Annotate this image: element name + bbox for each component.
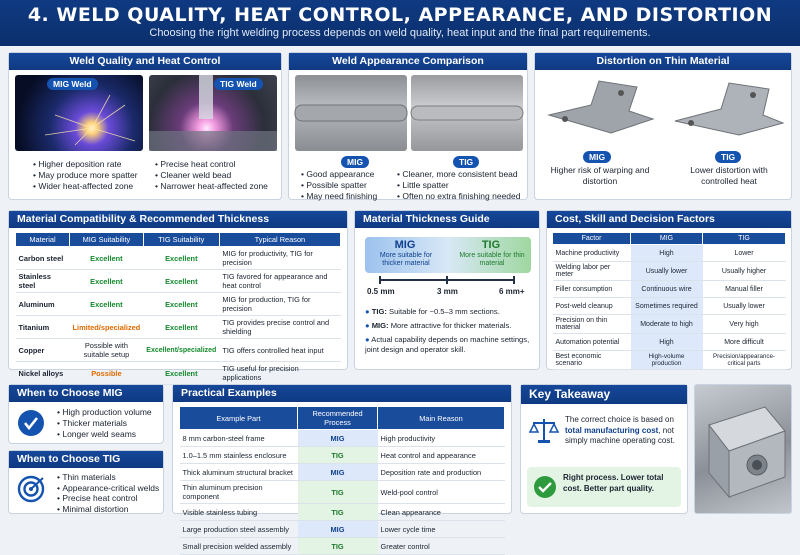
table-header-row: [180, 407, 505, 430]
table-row: [180, 464, 505, 481]
takeaway-text: [565, 415, 683, 447]
warped-bracket-graphic: [541, 75, 659, 145]
process-cell: TIG: [298, 447, 378, 464]
thickness-card: [354, 210, 540, 370]
process-cell: TIG: [298, 481, 378, 504]
list-item: • Often no extra finishing needed: [397, 191, 520, 202]
list-item: • Wider heat-affected zone: [33, 181, 138, 192]
weld-appearance-card: [288, 52, 528, 200]
mig-suitability-cell: Excellent: [70, 293, 144, 316]
material-cell: Aluminum: [16, 293, 70, 316]
mig-cell: High: [631, 245, 703, 262]
examples-title: Practical Examples: [173, 385, 511, 402]
general-note: ● Actual capability depends on machine settings, joint design and operator skill.: [365, 335, 530, 354]
mig-cell: High: [631, 334, 703, 351]
examples-table: [179, 406, 505, 555]
target-icon: [17, 475, 45, 503]
column-header: Factor: [553, 233, 631, 245]
choose-tig-card: [8, 450, 164, 514]
table-row: [16, 247, 341, 270]
factor-cell: Precision on thin material: [553, 315, 631, 334]
mig-cell: Continuous wire: [631, 281, 703, 298]
reason-cell: TIG useful for precision applications: [219, 362, 340, 385]
compatibility-title: Material Compatibility & Recommended Thickness: [9, 211, 347, 228]
list-item: • Thicker materials: [57, 418, 152, 429]
part-cell: Thin aluminum precision component: [180, 481, 298, 504]
takeaway-text-key: total manufacturing cost: [565, 425, 659, 435]
material-cell: Carbon steel: [16, 247, 70, 270]
list-item: • May produce more spatter: [33, 170, 138, 181]
page-header: [0, 0, 800, 46]
process-cell: TIG: [298, 538, 378, 555]
table-row: [16, 316, 341, 339]
column-header: Material: [16, 233, 70, 247]
list-item: • Good appearance: [301, 169, 377, 180]
material-cell: Stainless steel: [16, 270, 70, 293]
list-item: • Thin materials: [57, 472, 159, 483]
cost-title: Cost, Skill and Decision Factors: [547, 211, 791, 228]
reason-cell: TIG offers controlled heat input: [219, 339, 340, 362]
cost-table: [552, 232, 786, 370]
thickness-title: Material Thickness Guide: [355, 211, 539, 228]
material-cell: Nickel alloys: [16, 362, 70, 385]
distortion-card: [534, 52, 792, 200]
part-cell: Thick aluminum structural bracket: [180, 464, 298, 481]
mig-appearance-tag: MIG: [341, 156, 369, 168]
choose-tig-title: When to Choose TIG: [9, 451, 163, 468]
weld-quality-title: Weld Quality and Heat Control: [9, 53, 281, 70]
thickness-gradient-bar: [365, 237, 531, 273]
list-item: • Little spatter: [397, 180, 520, 191]
tig-cell: Usually higher: [703, 262, 786, 281]
reason-cell: Lower cycle time: [378, 521, 505, 538]
note-text: Suitable for ~0.5–3 mm sections.: [386, 307, 500, 316]
examples-card: [172, 384, 512, 551]
factor-cell: Welding labor per meter: [553, 262, 631, 281]
tig-cell: Manual filler: [703, 281, 786, 298]
tick-label: 3 mm: [437, 287, 458, 296]
mig-distortion-tag: MIG: [583, 151, 611, 163]
process-cell: TIG: [298, 504, 378, 521]
tig-range-sub: More suitable for thin material: [459, 252, 525, 267]
table-row: [16, 362, 341, 385]
note-text: Actual capability depends on machine settings, joint design and operator skill.: [365, 335, 530, 354]
table-row: [553, 334, 786, 351]
tig-quality-list: [155, 159, 268, 192]
list-item: • Longer weld seams: [57, 429, 152, 440]
choose-mig-list: [57, 407, 152, 440]
choose-mig-card: [8, 384, 164, 444]
factor-cell: Best economic scenario: [553, 351, 631, 370]
reason-cell: TIG provides precise control and shielding: [219, 316, 340, 339]
choose-mig-title: When to Choose MIG: [9, 385, 163, 402]
mig-range-label: MIG: [394, 239, 416, 251]
column-header: Recommended Process: [298, 407, 378, 430]
tig-weld-tag: TIG Weld: [214, 78, 263, 90]
check-circle-icon: [533, 475, 557, 499]
table-row: [16, 293, 341, 316]
takeaway-bottom-text: Right process. Lower total cost. Better part quality.: [563, 473, 664, 493]
table-header-row: [553, 233, 786, 245]
list-item: • May need finishing: [301, 191, 377, 202]
tick-mark: [379, 276, 381, 284]
bead-graphic: [295, 75, 407, 151]
takeaway-text-pre: The correct choice is based on: [565, 415, 674, 424]
reason-cell: TIG favored for appearance and heat control: [219, 270, 340, 293]
tig-distortion-tag: TIG: [715, 151, 741, 163]
stainless-enclosure-photo: [694, 384, 792, 514]
mig-cell: Sometimes required: [631, 298, 703, 315]
weld-appearance-title: Weld Appearance Comparison: [289, 53, 527, 70]
page-subtitle: Choosing the right welding process depends on weld quality, heat input and the final part requirements.: [149, 27, 651, 39]
takeaway-highlight: [527, 467, 681, 507]
list-item: • Appearance-critical welds: [57, 483, 159, 494]
column-header: TIG Suitability: [143, 233, 219, 247]
page-title: 4. WELD QUALITY, HEAT CONTROL, APPEARANCE, AND DISTORTION: [27, 4, 773, 26]
reason-cell: Greater control: [378, 538, 505, 555]
tick-label: 6 mm+: [499, 287, 525, 296]
compatibility-table: [15, 232, 341, 385]
tig-appearance-tag: TIG: [453, 156, 479, 168]
material-cell: Titanium: [16, 316, 70, 339]
thickness-notes: [365, 307, 535, 355]
table-row: [180, 521, 505, 538]
enclosure-graphic: [695, 385, 793, 515]
mig-appearance-list: [301, 169, 377, 202]
table-row: [16, 270, 341, 293]
mig-suitability-cell: Excellent: [70, 270, 144, 293]
tig-cell: Very high: [703, 315, 786, 334]
tig-suitability-cell: Excellent: [143, 270, 219, 293]
tig-suitability-cell: Excellent: [143, 316, 219, 339]
tig-cell: More difficult: [703, 334, 786, 351]
list-item: • Precise heat control: [155, 159, 268, 170]
mig-suitability-cell: Excellent: [70, 247, 144, 270]
list-item: • Precise heat control: [57, 493, 159, 504]
tig-suitability-cell: Excellent: [143, 293, 219, 316]
reason-cell: MIG for productivity, TIG for precision: [219, 247, 340, 270]
tick-mark: [446, 276, 448, 284]
mig-cell: Usually lower: [631, 262, 703, 281]
choose-tig-list: [57, 472, 159, 514]
reason-cell: Clean appearance: [378, 504, 505, 521]
reason-cell: MIG for production, TIG for precision: [219, 293, 340, 316]
tig-bead-photo: [411, 75, 523, 151]
checkmark-icon: [17, 409, 45, 437]
table-row: [553, 245, 786, 262]
table-row: [553, 298, 786, 315]
list-item: • Narrower heat-affected zone: [155, 181, 268, 192]
note-text: More attractive for thicker materials.: [388, 321, 512, 330]
bead-graphic: [411, 75, 523, 151]
note-key: TIG:: [371, 307, 387, 316]
flat-bracket-graphic: [669, 75, 787, 145]
mig-cell: High-volume production: [631, 351, 703, 370]
table-row: [553, 262, 786, 281]
tig-cell: Usually lower: [703, 298, 786, 315]
cost-card: [546, 210, 792, 370]
table-row: [180, 430, 505, 447]
distortion-title: Distortion on Thin Material: [535, 53, 791, 70]
tig-range-label: TIG: [481, 239, 501, 251]
list-item: • Cleaner weld bead: [155, 170, 268, 181]
mig-bead-photo: [295, 75, 407, 151]
tig-suitability-cell: Excellent: [143, 247, 219, 270]
column-header: Main Reason: [378, 407, 505, 430]
table-row: [16, 339, 341, 362]
weld-quality-card: [8, 52, 282, 200]
part-cell: Large production steel assembly: [180, 521, 298, 538]
balance-scale-icon: [529, 415, 559, 445]
reason-cell: Weld-pool control: [378, 481, 505, 504]
factor-cell: Automation potential: [553, 334, 631, 351]
table-header-row: [16, 233, 341, 247]
process-cell: MIG: [298, 521, 378, 538]
mig-cell: Moderate to high: [631, 315, 703, 334]
table-row: [180, 538, 505, 555]
list-item: • Higher deposition rate: [33, 159, 138, 170]
part-cell: Visible stainless tubing: [180, 504, 298, 521]
part-cell: 8 mm carbon-steel frame: [180, 430, 298, 447]
list-item: • Cleaner, more consistent bead: [397, 169, 520, 180]
column-header: TIG: [703, 233, 786, 245]
column-header: Typical Reason: [219, 233, 340, 247]
column-header: Example Part: [180, 407, 298, 430]
compatibility-card: [8, 210, 348, 382]
part-cell: Small precision welded assembly: [180, 538, 298, 555]
mig-note: ● MIG: More attractive for thicker materials.: [365, 321, 512, 330]
tick-mark: [513, 276, 515, 284]
mig-suitability-cell: Possible: [70, 362, 144, 385]
column-header: MIG: [631, 233, 703, 245]
mig-range-sub: More suitable for thicker material: [379, 252, 433, 267]
table-row: [553, 281, 786, 298]
factor-cell: Machine productivity: [553, 245, 631, 262]
takeaway-title: Key Takeaway: [521, 385, 687, 404]
process-cell: MIG: [298, 430, 378, 447]
tig-note: ● TIG: Suitable for ~0.5–3 mm sections.: [365, 307, 500, 316]
tig-suitability-cell: Excellent: [143, 362, 219, 385]
tig-appearance-list: [397, 169, 520, 202]
tig-distortion-text: Lower distortion with controlled heat: [690, 165, 768, 186]
table-row: [180, 481, 505, 504]
list-item: • Possible spatter: [301, 180, 377, 191]
material-cell: Copper: [16, 339, 70, 362]
process-cell: MIG: [298, 464, 378, 481]
reason-cell: Deposition rate and production: [378, 464, 505, 481]
factor-cell: Post-weld cleanup: [553, 298, 631, 315]
mig-distortion-text: Higher risk of warping and distortion: [550, 165, 650, 186]
table-row: [180, 447, 505, 464]
takeaway-text-post: , not simply machine operating cost.: [565, 425, 675, 445]
mig-weld-tag: MIG Weld: [47, 78, 98, 90]
tick-label: 0.5 mm: [367, 287, 395, 296]
tig-cell: Precision/appearance-critical parts: [703, 351, 786, 370]
table-row: [553, 315, 786, 334]
part-cell: 1.0–1.5 mm stainless enclosure: [180, 447, 298, 464]
factor-cell: Filler consumption: [553, 281, 631, 298]
reason-cell: High productivity: [378, 430, 505, 447]
mig-suitability-cell: Possible with suitable setup: [70, 339, 144, 362]
takeaway-card: [520, 384, 688, 514]
note-key: MIG:: [371, 321, 389, 330]
mig-quality-list: [33, 159, 138, 192]
list-item: • High production volume: [57, 407, 152, 418]
column-header: MIG Suitability: [70, 233, 144, 247]
tig-cell: Lower: [703, 245, 786, 262]
mig-suitability-cell: Limited/specialized: [70, 316, 144, 339]
table-row: [180, 504, 505, 521]
table-row: [553, 351, 786, 370]
list-item: • Minimal distortion: [57, 504, 159, 515]
reason-cell: Heat control and appearance: [378, 447, 505, 464]
tig-suitability-cell: Excellent/specialized: [143, 339, 219, 362]
